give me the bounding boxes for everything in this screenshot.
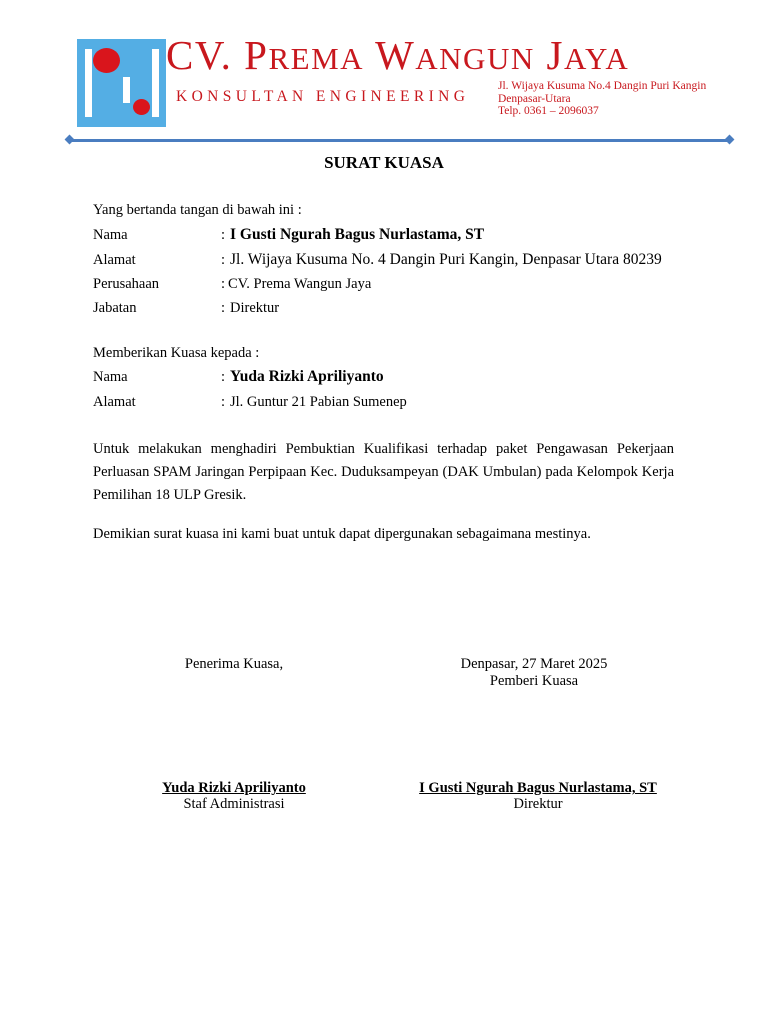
company-logo (77, 39, 166, 127)
company-initial-j: J (546, 32, 564, 78)
grantor-company-label: Perusahaan (93, 276, 160, 292)
receiver-signature-name: Yuda Rizki Apriliyanto (162, 780, 306, 796)
grantor-address-colon: : (221, 252, 226, 268)
grantor-company-colon: : (221, 276, 226, 292)
grantor-position-value: Direktur (230, 300, 280, 316)
intro-text: Yang bertanda tangan di bawah ini : (93, 202, 302, 218)
company-word-rema: REMA (268, 41, 365, 76)
company-name (166, 31, 629, 80)
company-word-wangun: ANGUN (415, 41, 535, 76)
grant-intro-text: Memberikan Kuasa kepada : (93, 345, 260, 361)
document-title: SURAT KUASA (324, 153, 444, 172)
grantee-name-label: Nama (93, 369, 128, 385)
grantor-position-label: Jabatan (93, 300, 137, 316)
logo-dot-small (133, 99, 150, 115)
grantor-address-label: Alamat (93, 252, 136, 268)
giver-signature-name: I Gusti Ngurah Bagus Nurlastama, ST (419, 780, 657, 796)
grantee-name-colon: : (221, 369, 226, 385)
logo-bar-left (85, 49, 92, 117)
phone-number: Telp. 0361 – 2096037 (498, 105, 599, 117)
logo-dot-large (93, 48, 120, 73)
purpose-paragraph: Untuk melakukan menghadiri Pembuktian Kualifikasi terhadap paket Pengawasan Pekerjaan Perluasan SPAM Jaringan Perpipaan Kec. Duduksampeyan (DAK Umbulan) pada Kelompok Kerja Pemilihan 18 ULP Gresik. (93, 441, 674, 504)
receiver-role: Staf Administrasi (183, 796, 285, 812)
company-initial-p: P (244, 32, 269, 78)
logo-bar-middle (123, 77, 130, 103)
logo-bar-right (152, 49, 159, 117)
grantee-name-value: Yuda Rizki Apriliyanto (230, 368, 384, 385)
grantor-company-value: CV. Prema Wangun Jaya (228, 276, 372, 292)
grantor-position-colon: : (221, 300, 226, 316)
divider-diamond-left (65, 135, 75, 145)
divider-diamond-right (725, 135, 735, 145)
grantor-name-value: I Gusti Ngurah Bagus Nurlastama, ST (230, 226, 485, 243)
company-prefix: CV. (166, 32, 233, 78)
giver-role: Direktur (513, 796, 563, 812)
address-line-2: Denpasar-Utara (498, 93, 571, 105)
address-line-1: Jl. Wijaya Kusuma No.4 Dangin Puri Kangin (498, 80, 707, 92)
company-word-jaya: AYA (563, 41, 630, 76)
grantee-address-colon: : (221, 394, 226, 410)
grantee-address-value: Jl. Guntur 21 Pabian Sumenep (230, 394, 407, 410)
grantee-address-label: Alamat (93, 394, 136, 410)
giver-caption: Pemberi Kuasa (489, 673, 579, 689)
grantor-address-value: Jl. Wijaya Kusuma No. 4 Dangin Puri Kangin, Denpasar Utara 80239 (230, 251, 662, 268)
grantor-name-colon: : (221, 227, 226, 243)
company-subtitle: KONSULTAN ENGINEERING (176, 88, 470, 105)
grantor-name-label: Nama (93, 227, 128, 243)
place-date: Denpasar, 27 Maret 2025 (460, 656, 608, 672)
receiver-caption: Penerima Kuasa, (184, 656, 284, 672)
closing-paragraph: Demikian surat kuasa ini kami buat untuk dapat dipergunakan sebagaimana mestinya. (93, 526, 591, 542)
company-initial-w: W (375, 32, 416, 78)
letterhead-divider (70, 139, 729, 142)
